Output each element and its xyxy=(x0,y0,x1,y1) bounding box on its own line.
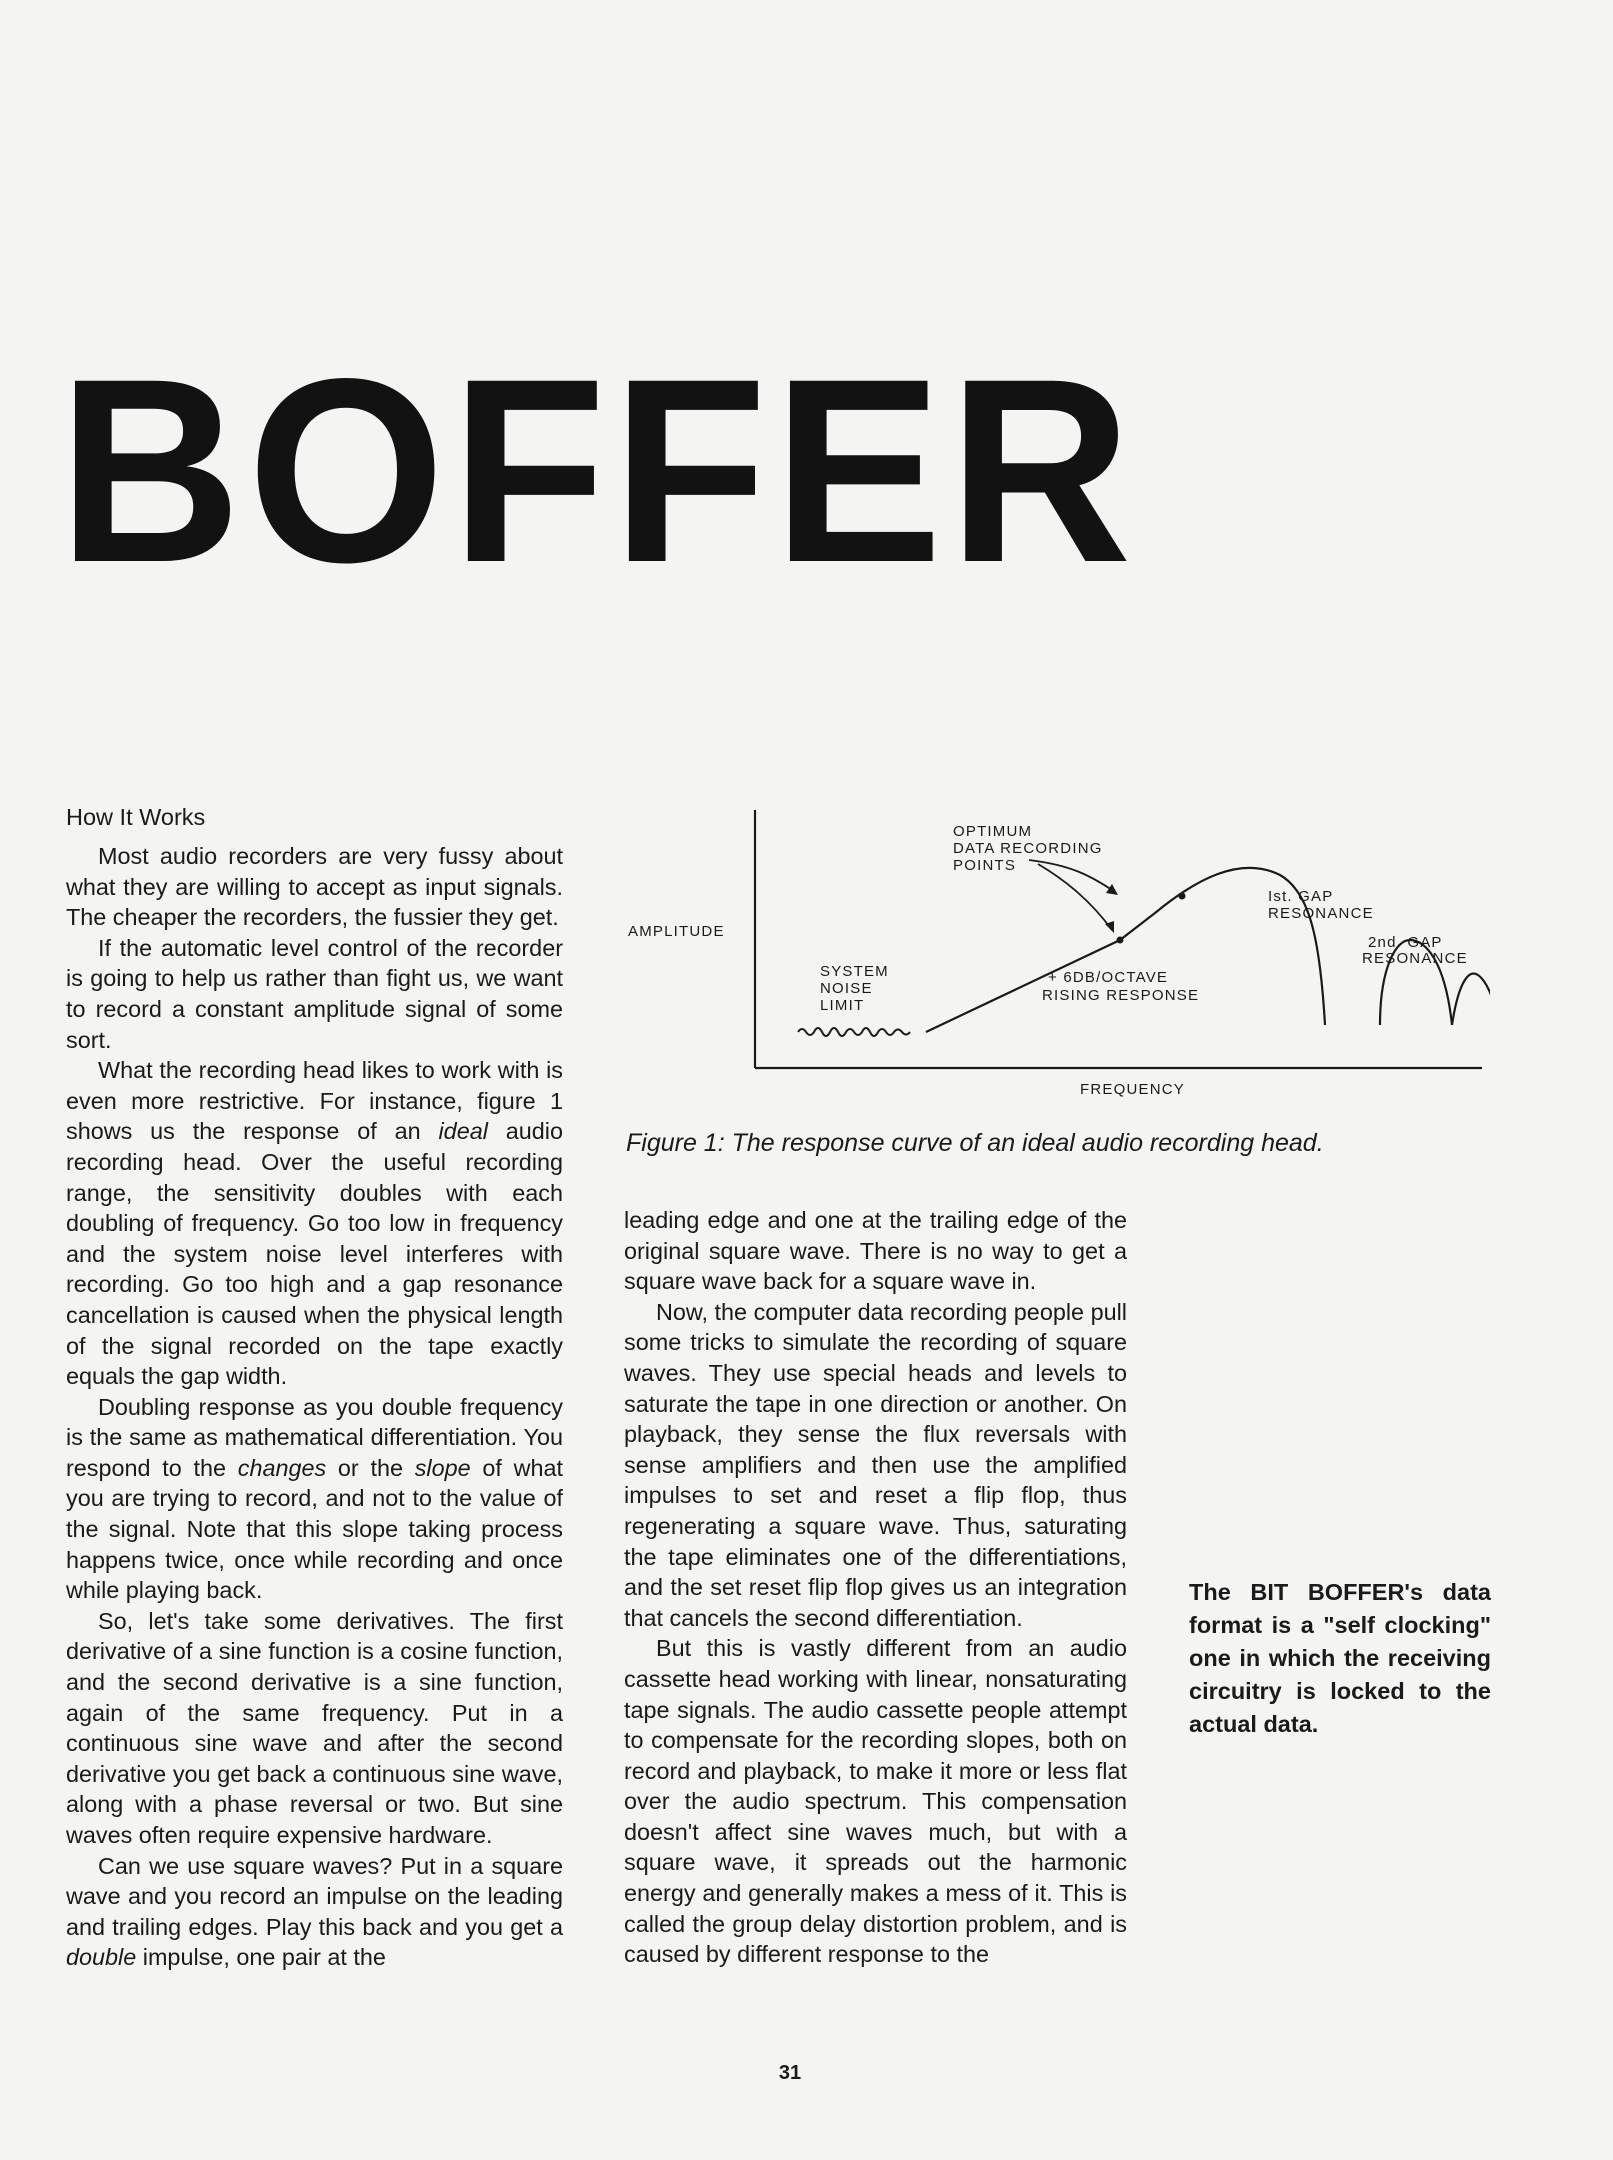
headline: BOFFER xyxy=(58,324,1138,617)
label-noise: SYSTEM xyxy=(820,963,889,980)
response-curve-figure xyxy=(620,800,1490,1100)
label-rising: RISING RESPONSE xyxy=(1042,987,1200,1004)
x-axis-label: FREQUENCY xyxy=(1080,1081,1185,1098)
label-optimum: POINTS xyxy=(953,857,1017,874)
label-gap1: RESONANCE xyxy=(1268,905,1374,922)
sidebar-pull-quote: The BIT BOFFER's data format is a "self clocking" one in which the receiving circuitry is locked to the actual data. xyxy=(1189,1579,1491,1737)
noise-squiggle xyxy=(798,1028,910,1036)
second-gap-arch xyxy=(1452,973,1490,1025)
paragraph: Can we use square waves? Put in a square wave and you record an impulse on the leading and trailing edges. Play this back and you get a double impulse, one pair at the xyxy=(66,1852,563,1971)
paragraph: leading edge and one at the trailing edge of the original square wave. There is no way to get a square wave back for a square wave in. xyxy=(624,1207,1127,1295)
label-noise: NOISE xyxy=(820,980,873,997)
data-point xyxy=(1179,893,1186,900)
paragraph: If the automatic level control of the recorder is going to help us rather than fight us, we want to record a constant amplitude signal of some sort. xyxy=(66,934,563,1053)
label-noise: LIMIT xyxy=(820,997,865,1014)
label-gap2: 2nd. GAP xyxy=(1368,934,1443,951)
section-heading: How It Works xyxy=(66,804,206,830)
pointer-arrow xyxy=(1038,864,1112,930)
left-column xyxy=(66,802,563,1973)
middle-column xyxy=(624,1205,1127,1970)
paragraph: What the recording head likes to work with is even more restrictive. For instance, figure 1 shows us the response of an ideal audio recording head. Over the useful recording range, the sensitivity doubles with each doubling of frequency. Go too low in frequency and the system noise level interferes with recording. Go too high and a gap resonance cancellation is caused when the physical length of the signal recorded on the tape exactly equals the gap width. xyxy=(66,1057,564,1390)
data-point xyxy=(1117,937,1124,944)
paragraph: Most audio recorders are very fussy about what they are willing to accept as input signals. The cheaper the recorders, the fussier they get. xyxy=(66,843,563,931)
label-optimum: OPTIMUM xyxy=(953,823,1033,840)
label-rising: + 6DB/OCTAVE xyxy=(1048,969,1169,986)
page-number: 31 xyxy=(778,2062,802,2084)
label-optimum: DATA RECORDING xyxy=(953,840,1103,857)
paragraph: Now, the computer data recording people pull some tricks to simulate the recording of square waves. They use special heads and levels to saturate the tape in one direction or another. On playback, they sense the flux reversals with sense amplifiers and then use the amplified impulses to set and reset a flip flop, thus regenerating a square wave. Thus, saturating the tape eliminates one of the differentiations, and the set reset flip flop gives us an integration that cancels the second differentiation. xyxy=(624,1298,1127,1631)
arrow-head xyxy=(1106,884,1118,895)
figure-caption: Figure 1: The response curve of an ideal audio recording head. xyxy=(626,1129,1324,1157)
paragraph: Doubling response as you double frequency is the same as mathematical differentiation. You respond to the changes or the slope of what you are trying to record, and not to the value of the signal. Note that this slope taking process happens twice, once while recording and once while playing back. xyxy=(66,1393,563,1604)
label-gap1: Ist. GAP xyxy=(1268,888,1334,905)
paragraph: But this is vastly different from an audio cassette head working with linear, nonsaturating tape signals. The audio cassette people attempt to compensate for the recording slopes, both on record and playback, to make it more or less flat over the audio spectrum. This compensation doesn't affect sine waves much, but with a square wave, it spreads out the harmonic energy and generally makes a mess of it. This is called the group delay distortion problem, and is caused by different response to the xyxy=(624,1635,1127,1968)
label-gap2: RESONANCE xyxy=(1362,950,1468,967)
rising-response-curve xyxy=(926,868,1325,1032)
paragraph: So, let's take some derivatives. The first derivative of a sine function is a cosine function, and the second derivative is a sine function, again of the same frequency. Put in a continuous sine wave and after the second derivative you get back a continuous sine wave, along with a phase reversal or two. But sine waves often require expensive hardware. xyxy=(66,1607,563,1848)
y-axis-label: AMPLITUDE xyxy=(628,923,725,940)
